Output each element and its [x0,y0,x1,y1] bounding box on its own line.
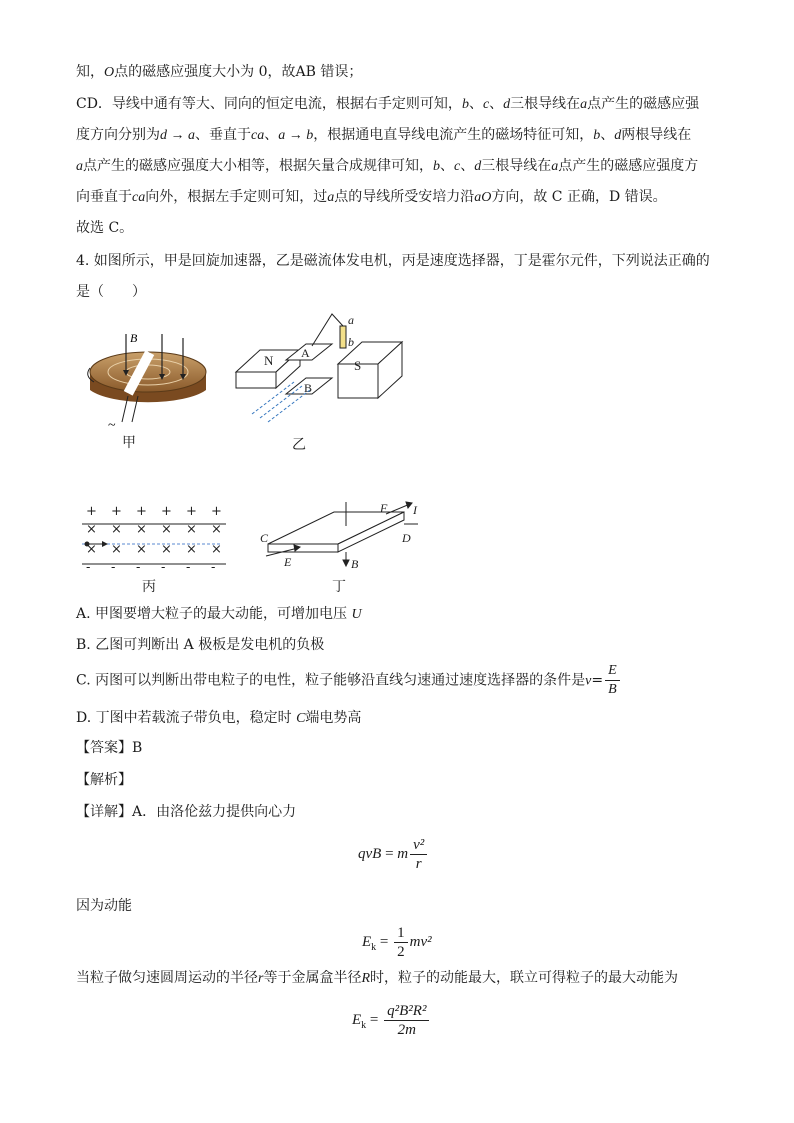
cont-line-5 [76,187,667,208]
eq-equals: = [366,1011,383,1028]
answer-value: B [132,740,143,756]
magnet-s [338,342,402,398]
field-symbol: + [136,504,147,519]
figure-yi-mhd-generator [232,310,412,425]
field-symbol: × [86,522,97,537]
fraction-e-over-b [605,662,620,699]
eq-m: m [397,845,409,862]
detail-text: A．由洛伦兹力提供向心力 [132,804,297,820]
equals: = [591,672,604,689]
text: 点产生的磁感应强 [587,96,700,112]
text: 、 [460,158,475,174]
numerator: E [605,662,620,681]
hall-slab [268,512,404,552]
figure-jia-cyclotron [74,322,214,432]
var-v: v [585,673,592,689]
option-d-text: 端电势高 [305,710,362,726]
field-symbol: + [161,504,172,519]
cont-line-1 [76,62,362,83]
figure-ding-hall-element [254,500,424,578]
field-symbol: × [186,542,197,557]
numerator: v² [410,836,427,855]
option-a [76,604,362,625]
denominator: B [608,682,617,697]
answer-label: 【答案】 [76,740,132,756]
field-symbol: × [186,522,197,537]
field-symbol: + [211,504,222,519]
detail-label: 【详解】 [76,804,132,820]
label-d: D [402,531,411,545]
var-o: O [104,65,115,80]
eq-e: E [352,1011,362,1028]
var-r: r [258,971,264,986]
label-b: B [130,331,138,345]
var: d [474,159,482,174]
text: 三根导线在 [510,96,581,112]
cont-line-2 [76,94,699,115]
text: 向外，根据左手定则可知，过 [145,189,328,205]
label-n: N [264,353,274,368]
label-a-plate: A [301,346,310,360]
field-symbol: - [136,560,141,575]
field-symbol: + [186,504,197,519]
text: 时，粒子的动能最大，联立可得粒子的最大动能为 [370,970,679,986]
text: 点产生的磁感应强度大小相等，根据矢量合成规律可知， [83,158,433,174]
fraction-max-ek [384,1002,429,1039]
magnet-n [236,350,300,388]
equation-lorentz [358,836,429,873]
fraction-half [394,924,408,961]
denominator: 2m [397,1022,416,1038]
var: c [482,97,490,112]
text: 等于金属盒半径 [263,970,362,986]
text: 三根导线在 [481,158,552,174]
var: b [461,97,469,112]
var: a [551,159,559,174]
eq-sub-k: k [361,1019,367,1031]
var: aO [474,190,492,205]
text: 、 [600,127,615,143]
var: ca [132,190,146,205]
text: 向垂直于 [76,189,132,205]
var-r-cap: R [361,971,371,986]
text: 、垂直于 [195,127,251,143]
cont-line-6: 故选 C。 [76,220,134,236]
var: a [327,190,335,205]
text: 当粒子做匀速圆周运动的半径 [76,970,258,986]
field-symbol: × [86,542,97,557]
equation-kinetic [362,924,432,961]
field-symbol: - [211,560,216,575]
caption-jia: 甲 [122,435,136,451]
field-symbol: × [111,522,122,537]
field-symbol: × [136,542,147,557]
numerator: q²B²R² [384,1002,429,1021]
option-b: B. 乙图可判断出 A 极板是发电机的负极 [76,637,325,653]
caption-bing: 丙 [142,579,156,595]
field-symbol: - [186,560,191,575]
field-symbol: × [211,542,222,557]
var: d [503,97,511,112]
eq-equals: = [381,845,398,862]
eq-mv2: mv² [409,933,432,950]
option-a-text: A. 甲图要增大粒子的最大动能，可增加电压 [76,606,352,622]
text: CD．导线中通有等大、同向的恒定电流，根据右手定则可知， [76,96,462,112]
because-line: 因为动能 [76,898,132,914]
caption-yi: 乙 [292,437,306,453]
option-d-text: D. 丁图中若载流子带负电，稳定时 [76,710,297,726]
eq-left: qvB [358,845,382,862]
option-c-text: C. 丙图可以判断出带电粒子的电性，粒子能够沿直线匀速通过速度选择器的条件是 [76,672,586,689]
caption-ding: 丁 [332,579,346,595]
cont-line-3 [76,125,691,146]
text: 、 [468,96,483,112]
label-e: E [284,555,292,569]
eq-equals: = [376,933,393,950]
field-symbol: × [161,542,172,557]
label-b: b [348,335,354,349]
var: a [76,159,83,174]
question-stem-line-2: 是（ ） [76,284,146,300]
label-c: C [260,531,269,545]
cyclotron-disc [90,350,206,402]
field-symbol: - [111,560,116,575]
text: 两根导线在 [621,127,692,143]
option-c [76,662,622,700]
field-symbol: + [86,504,97,519]
question-stem-line-1: 4. 如图所示，甲是回旋加速器，乙是磁流体发电机，丙是速度选择器，丁是霍尔元件，下列说法正确的 [76,253,710,269]
wire [312,314,343,346]
label-b-plate: B [304,381,313,395]
text: 点产生的磁感应强度方 [558,158,699,174]
eq-sub-k: k [371,941,377,953]
selector-plates [82,512,232,574]
text: 、 [489,96,504,112]
label-s: S [354,358,362,373]
option-d [76,708,361,729]
var: c [454,159,461,174]
analysis-label: 【解析】 [76,772,132,788]
field-symbol: - [161,560,166,575]
text: 、 [440,158,454,174]
var: d → a [160,128,195,143]
var-c: C [296,711,306,726]
text: 、 [264,127,279,143]
var: a [580,97,588,112]
answer-line [76,738,142,758]
text: 知， [76,64,104,80]
cont-line-4 [76,156,698,177]
denominator: r [415,856,422,872]
numerator: 1 [394,924,408,943]
current-i-arrow [406,502,412,508]
var-u: U [351,607,362,622]
field-symbol: - [86,560,91,575]
text: 点的导线所受安培力沿 [334,189,475,205]
field-symbol: × [136,522,147,537]
resistor [340,326,346,348]
var: a → b [278,128,314,143]
text: 点的磁感应强度大小为 0，故AB 错误； [114,64,363,80]
label-b: B [351,557,359,571]
var: ca [251,128,265,143]
field-symbol: × [161,522,172,537]
equation-max-ek [352,1002,431,1039]
label-f: F [380,501,388,515]
text: ，根据通电直导线电流产生的磁场特征可知， [313,127,594,143]
eq-e: E [362,933,372,950]
var: b [433,159,440,174]
when-line [76,968,678,989]
fraction-v2-over-r [410,836,427,873]
detail-line [76,802,296,822]
field-symbol: + [111,504,122,519]
field-symbol: × [211,522,222,537]
label-a: a [348,313,354,327]
text: 度方向分别为 [76,127,160,143]
field-b-arrow [343,560,349,566]
ac-tilde: ~ [108,418,116,432]
label-i: I [413,503,417,517]
var: b [593,128,601,143]
var: d [614,128,622,143]
figure-bing-velocity-selector [82,512,232,574]
denominator: 2 [397,944,405,960]
text: 方向，故 C 正确，D 错误。 [491,189,667,205]
field-symbol: × [111,542,122,557]
